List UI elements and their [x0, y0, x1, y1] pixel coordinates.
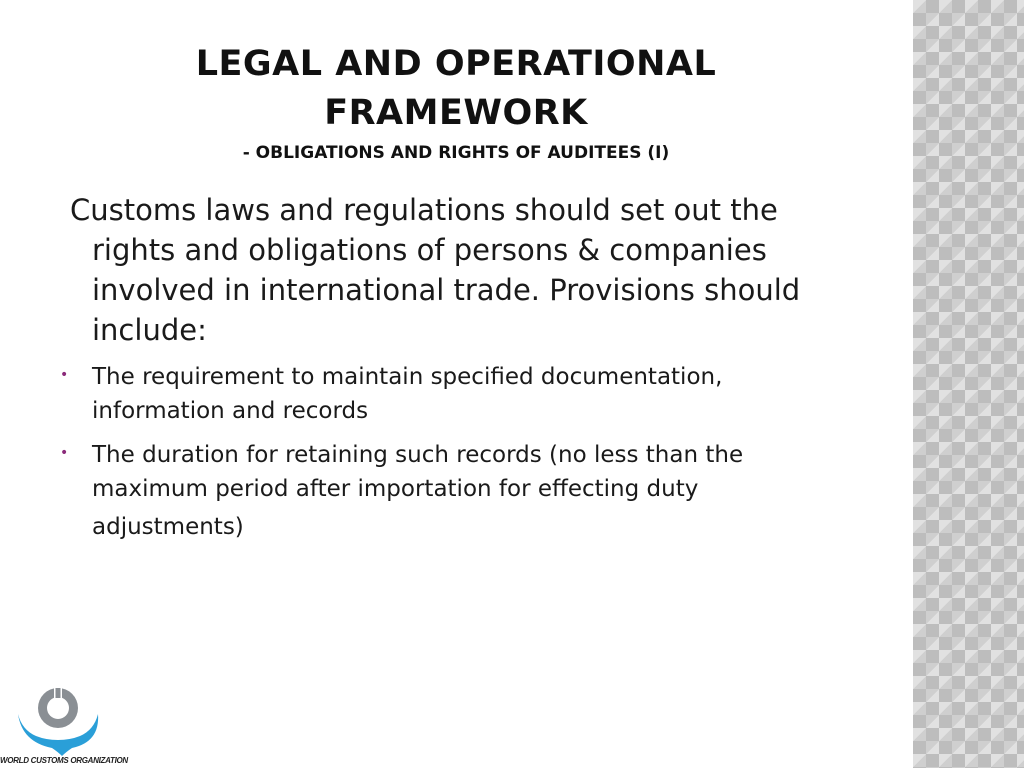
slide-content — [60, 190, 860, 558]
wco-logo-label: WORLD CUSTOMS ORGANIZATION — [0, 756, 128, 765]
bullet-text: The requirement to maintain specified documentation, information and records — [92, 364, 723, 424]
bullet-text: The duration for retaining such records (no less than the maximum period after importation for effecting duty — [92, 442, 744, 502]
bullet-icon: • — [60, 445, 69, 461]
title-block — [120, 40, 792, 164]
bullet-item — [60, 438, 860, 548]
bullet-list — [60, 360, 860, 548]
intro-paragraph: Customs laws and regulations should set out the rights and obligations of persons & companies involved in international trade. Provisions should include: — [70, 193, 801, 347]
bullet-item — [60, 360, 860, 428]
slide-subtitle: - OBLIGATIONS AND RIGHTS OF AUDITEES (I) — [242, 143, 670, 163]
bullet-text-continuation: adjustments) — [92, 514, 244, 540]
bullet-icon: • — [60, 367, 69, 383]
decorative-side-panel — [913, 0, 1024, 768]
slide-title: LEGAL AND OPERATIONAL FRAMEWORK — [195, 44, 717, 133]
